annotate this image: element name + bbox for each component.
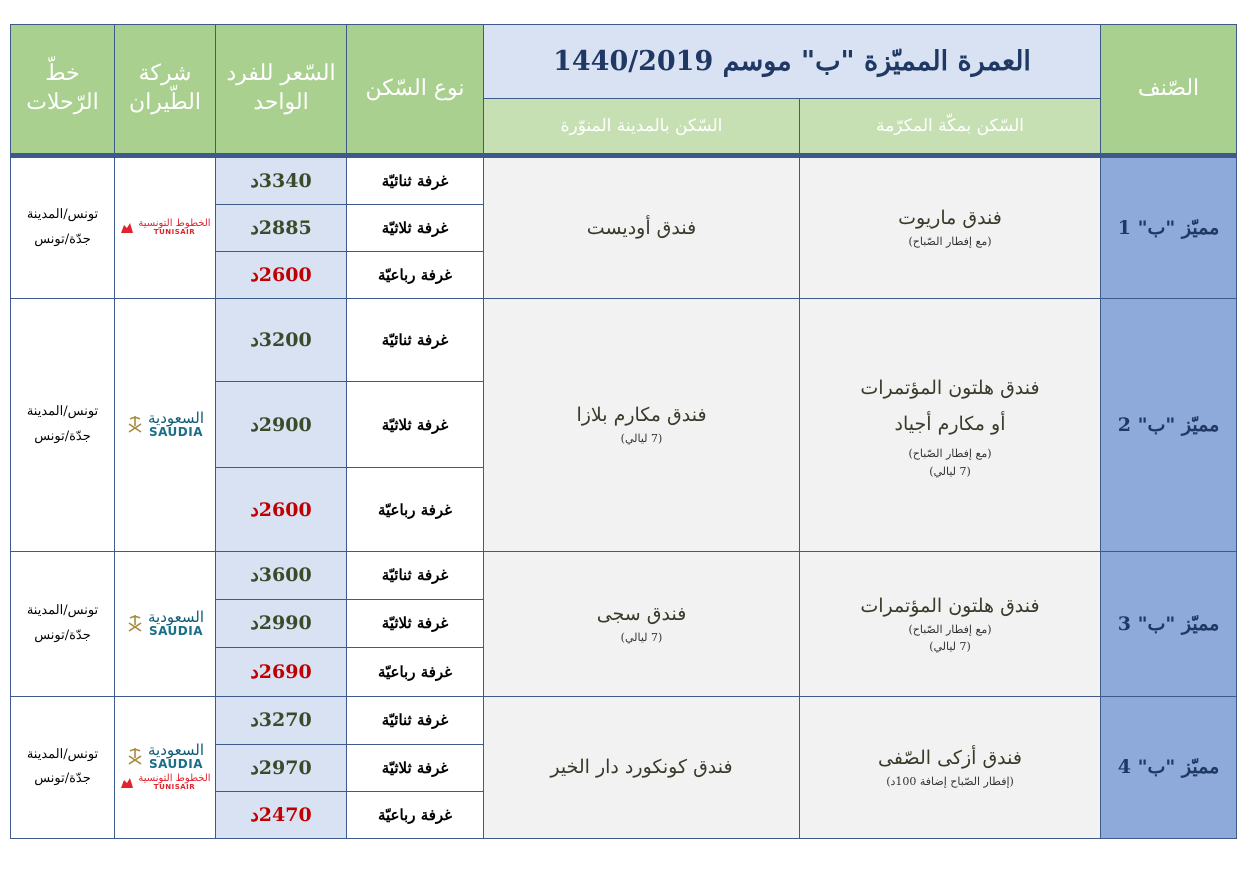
room-triple: غرفة ثلاثيّة bbox=[347, 204, 484, 251]
flight-line-return: جدّة/تونس bbox=[34, 231, 91, 247]
header-medina-stay: السّكن بالمدينة المنوّرة bbox=[484, 98, 800, 153]
mecca-hotel-name: فندق هلتون المؤتمرات bbox=[860, 594, 1040, 617]
flight-line-outbound: تونس/المدينة bbox=[26, 207, 99, 223]
flight-line-return: جدّة/تونس bbox=[34, 428, 91, 444]
saudia-logo: السعودية SAUDIA bbox=[126, 743, 204, 770]
header-airline: شركة الطّيران bbox=[115, 25, 216, 154]
medina-hotel-note: (7 ليالي) bbox=[620, 631, 663, 645]
flight-line-return: جدّة/تونس bbox=[34, 771, 91, 787]
room-double: غرفة ثنائيّة bbox=[347, 551, 484, 599]
header-title: العمرة المميّزة "ب" موسم 1440/2019 bbox=[484, 25, 1101, 99]
airline-cell bbox=[115, 298, 216, 551]
header-class: الصّنف bbox=[1101, 25, 1237, 154]
tunisair-logo: الخطوط التونسية TUNISAIR bbox=[119, 774, 210, 791]
flight-line-cell bbox=[11, 696, 115, 838]
flight-line-return: جدّة/تونس bbox=[34, 627, 91, 643]
price-double: 3270د bbox=[216, 696, 347, 744]
header-price: السّعر للفرد الواحد bbox=[216, 25, 347, 154]
mecca-hotel-cell bbox=[800, 157, 1101, 298]
room-quad: غرفة رباعيّة bbox=[347, 251, 484, 298]
price-quad: 2600د bbox=[216, 251, 347, 298]
flight-line-cell bbox=[11, 551, 115, 696]
price-triple: 2900د bbox=[216, 382, 347, 468]
price-double: 3340د bbox=[216, 157, 347, 204]
price-triple: 2970د bbox=[216, 744, 347, 791]
medina-hotel-cell bbox=[484, 298, 800, 551]
room-quad: غرفة رباعيّة bbox=[347, 468, 484, 552]
medina-hotel-name: فندق سجى bbox=[596, 603, 687, 626]
mecca-hotel-nights: (7 ليالي) bbox=[929, 464, 971, 478]
airline-cell bbox=[115, 551, 216, 696]
header-room-type: نوع السّكن bbox=[347, 25, 484, 154]
price-triple: 2990د bbox=[216, 599, 347, 647]
palm-swords-icon bbox=[126, 746, 144, 768]
flight-line-outbound: تونس/المدينة bbox=[26, 404, 99, 420]
header-flight-line: خطّ الرّحلات bbox=[11, 25, 115, 154]
class-label: مميّز "ب" 4 bbox=[1101, 696, 1237, 838]
medina-hotel-cell bbox=[484, 157, 800, 298]
room-triple: غرفة ثلاثيّة bbox=[347, 599, 484, 647]
flight-line-outbound: تونس/المدينة bbox=[26, 746, 99, 762]
medina-hotel-cell bbox=[484, 551, 800, 696]
mecca-hotel-note: (مع إفطار الصّباح) bbox=[908, 235, 992, 249]
medina-hotel-note: (7 ليالي) bbox=[620, 432, 663, 446]
mecca-hotel-note: (إفطار الصّباح إضافة 100د) bbox=[886, 774, 1014, 788]
room-quad: غرفة رباعيّة bbox=[347, 647, 484, 696]
room-double: غرفة ثنائيّة bbox=[347, 157, 484, 204]
tunisair-logo: الخطوط التونسية TUNISAIR bbox=[119, 219, 210, 236]
mecca-hotel-cell bbox=[800, 298, 1101, 551]
mecca-hotel-name: فندق ماريوت bbox=[898, 207, 1002, 230]
medina-hotel-name: فندق أوديست bbox=[586, 216, 697, 239]
class-label: مميّز "ب" 2 bbox=[1101, 298, 1237, 551]
airline-cell bbox=[115, 157, 216, 298]
gazelle-icon bbox=[119, 776, 135, 790]
saudia-logo: السعودية SAUDIA bbox=[126, 411, 204, 438]
umrah-price-table bbox=[10, 24, 1237, 839]
mecca-hotel-cell bbox=[800, 696, 1101, 838]
gazelle-icon bbox=[119, 221, 135, 235]
mecca-hotel-note: (مع إفطار الصّباح) bbox=[908, 446, 992, 460]
medina-hotel-cell bbox=[484, 696, 800, 838]
header-mecca-stay: السّكن بمكّة المكرّمة bbox=[800, 98, 1101, 153]
room-triple: غرفة ثلاثيّة bbox=[347, 382, 484, 468]
medina-hotel-name: فندق مكارم بلازا bbox=[576, 404, 707, 427]
price-quad: 2690د bbox=[216, 647, 347, 696]
palm-swords-icon bbox=[126, 414, 144, 436]
room-triple: غرفة ثلاثيّة bbox=[347, 744, 484, 791]
mecca-hotel-name: فندق هلتون المؤتمرات bbox=[860, 377, 1040, 400]
room-double: غرفة ثنائيّة bbox=[347, 696, 484, 744]
flight-line-cell bbox=[11, 157, 115, 298]
mecca-hotel-nights: (7 ليالي) bbox=[929, 639, 971, 653]
mecca-hotel-alt: أو مكارم أجياد bbox=[894, 413, 1006, 436]
airline-cell bbox=[115, 696, 216, 838]
saudia-logo: السعودية SAUDIA bbox=[126, 610, 204, 637]
mecca-hotel-cell bbox=[800, 551, 1101, 696]
class-label: مميّز "ب" 1 bbox=[1101, 157, 1237, 298]
medina-hotel-name: فندق كونكورد دار الخير bbox=[550, 756, 733, 779]
room-quad: غرفة رباعيّة bbox=[347, 791, 484, 838]
umrah-price-table-page bbox=[10, 24, 1236, 839]
class-label: مميّز "ب" 3 bbox=[1101, 551, 1237, 696]
flight-line-outbound: تونس/المدينة bbox=[26, 603, 99, 619]
price-triple: 2885د bbox=[216, 204, 347, 251]
price-double: 3600د bbox=[216, 551, 347, 599]
mecca-hotel-name: فندق أزكى الصّفى bbox=[878, 746, 1022, 769]
price-double: 3200د bbox=[216, 298, 347, 382]
flight-line-cell bbox=[11, 298, 115, 551]
palm-swords-icon bbox=[126, 613, 144, 635]
mecca-hotel-note: (مع إفطار الصّباح) bbox=[908, 622, 992, 636]
room-double: غرفة ثنائيّة bbox=[347, 298, 484, 382]
price-quad: 2470د bbox=[216, 791, 347, 838]
price-quad: 2600د bbox=[216, 468, 347, 552]
